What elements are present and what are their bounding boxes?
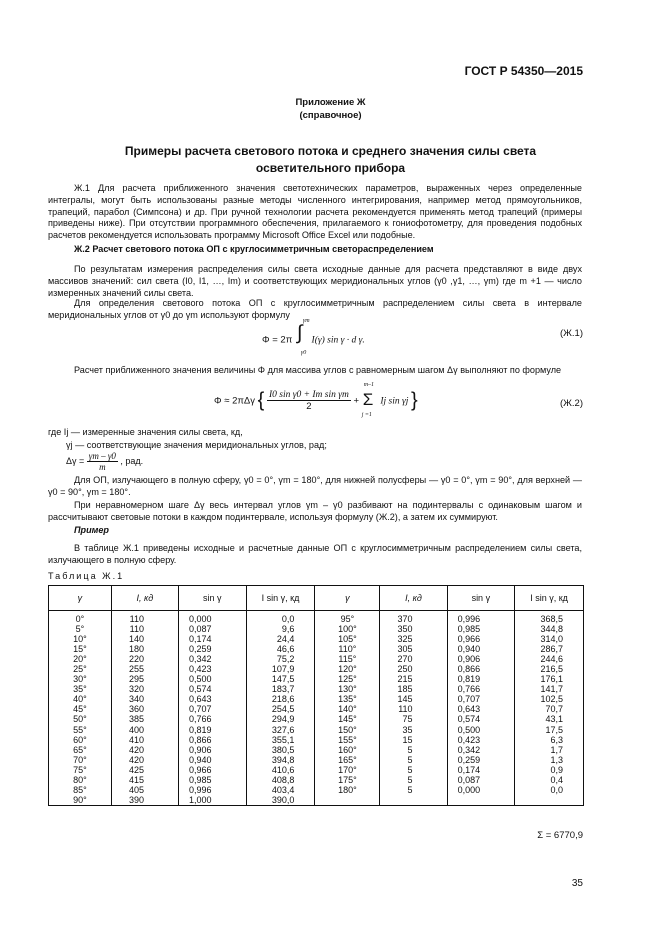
table-cell: 0,866 [179, 735, 247, 745]
table-row [49, 745, 584, 755]
table-cell: 105° [315, 634, 380, 644]
table-cell: 0,174 [447, 765, 515, 775]
table-row [49, 714, 584, 724]
table-cell: 0,985 [447, 624, 515, 634]
table-cell: 65° [49, 745, 112, 755]
table-cell: 5 [380, 765, 447, 775]
paragraph-6: При неравномерном шаге Δγ весь интервал углов γm – γ0 разбивают на подинтервалы с одинаковым шагом и рассчитывают световые потоки в каждом подинтервале, используя формулу (Ж.2), а затем их суммируют. [48, 500, 582, 522]
integral-sign: ∫ γm γ0 [296, 318, 310, 356]
table-cell: 394,8 [246, 755, 315, 765]
table-cell: 135° [315, 694, 380, 704]
table-cell [315, 795, 380, 806]
data-table [48, 585, 584, 806]
table-cell: 0,500 [179, 674, 247, 684]
table-cell: 254,5 [246, 704, 315, 714]
table-sum: Σ = 6770,9 [537, 830, 583, 841]
table-cell: 75 [380, 714, 447, 724]
table-cell: 385 [111, 714, 178, 724]
table-cell: 46,6 [246, 644, 315, 654]
table-cell: 320 [111, 684, 178, 694]
table-cell: 355,1 [246, 735, 315, 745]
table-cell: 20° [49, 654, 112, 664]
table-cell: 75° [49, 765, 112, 775]
table-cell: 24,4 [246, 634, 315, 644]
table-cell: 70° [49, 755, 112, 765]
table-cell: 165° [315, 755, 380, 765]
table-cell: 370 [380, 611, 447, 625]
table-cell: 420 [111, 745, 178, 755]
table-cell: 185 [380, 684, 447, 694]
paragraph-5: Для ОП, излучающего в полную сферу, γ0 = 0°, γm = 180°, для нижней полусферы — γ0 = 0°, γm = 90°, для верхней — γ0 = 90°, γm = 180°. [48, 475, 582, 497]
table-cell: 360 [111, 704, 178, 714]
equation-2-number: (Ж.2) [559, 398, 583, 409]
table-cell: 0,996 [179, 785, 247, 795]
table-cell: 140 [111, 634, 178, 644]
table-row [49, 674, 584, 684]
table-cell: 390 [111, 795, 178, 806]
table-cell: 15 [380, 735, 447, 745]
table-row [49, 694, 584, 704]
table-cell: 55° [49, 725, 112, 735]
table-cell: 0,087 [447, 775, 515, 785]
table-cell [447, 795, 515, 806]
table-cell: 176,1 [515, 674, 584, 684]
table-cell: 325 [380, 634, 447, 644]
table-cell: 0,423 [447, 735, 515, 745]
table-cell [515, 795, 584, 806]
table-cell: 6,3 [515, 735, 584, 745]
col-header: I, кд [111, 586, 178, 611]
table-row [49, 611, 584, 625]
table-caption: Таблица Ж.1 [48, 571, 125, 581]
table-cell: 350 [380, 624, 447, 634]
table-cell: 45° [49, 704, 112, 714]
table-cell: 5 [380, 745, 447, 755]
table-cell: 410,6 [246, 765, 315, 775]
table-row [49, 634, 584, 644]
table-cell: 107,9 [246, 664, 315, 674]
table-cell: 43,1 [515, 714, 584, 724]
table-cell: 180 [111, 644, 178, 654]
paragraph-3: Для определения светового потока ОП с круглосимметричным распределением силы света в интервале меридиональных углов от γ0 до γm используют формулу [48, 298, 582, 320]
table-cell: 25° [49, 664, 112, 674]
equation-2: Φ ≈ 2πΔγ { $\frac{\text{I0 sin γ0 + Im sin γm}}{2}$ + Σ m–1 j =1 Ij sin γj } [214, 382, 418, 418]
table-cell: 270 [380, 654, 447, 664]
table-cell: 340 [111, 694, 178, 704]
table-cell: 0,0 [515, 785, 584, 795]
table-cell: 0,985 [179, 775, 247, 785]
table-cell: 17,5 [515, 725, 584, 735]
table-cell: 130° [315, 684, 380, 694]
table-cell: 140° [315, 704, 380, 714]
table-cell: 0,259 [179, 644, 247, 654]
table-cell: 141,7 [515, 684, 584, 694]
col-header: I, кд [380, 586, 447, 611]
table-row [49, 654, 584, 664]
table-cell: 5 [380, 785, 447, 795]
table-row [49, 795, 584, 806]
table-cell: 0,423 [179, 664, 247, 674]
table-cell: 155° [315, 735, 380, 745]
table-cell: 5° [49, 624, 112, 634]
table-cell: 215 [380, 674, 447, 684]
table-cell: 0,0 [246, 611, 315, 625]
table-cell: 1,7 [515, 745, 584, 755]
col-header: I sin γ, кд [246, 586, 315, 611]
where-line-2: γj — соответствующие значения меридиональных углов, рад; [66, 440, 327, 450]
table-cell: 85° [49, 785, 112, 795]
table-cell: 115° [315, 654, 380, 664]
table-cell: 75,2 [246, 654, 315, 664]
table-row [49, 765, 584, 775]
main-title-line2: осветительного прибора [255, 161, 406, 175]
table-cell: 327,6 [246, 725, 315, 735]
table-cell: 110° [315, 644, 380, 654]
col-header: sin γ [179, 586, 247, 611]
table-cell: 9,6 [246, 624, 315, 634]
table-cell: 15° [49, 644, 112, 654]
table-cell: 368,5 [515, 611, 584, 625]
section-2-heading: Ж.2 Расчет светового потока ОП с круглосимметричным светораспределением [74, 244, 434, 254]
where-line-3: Δγ = $\frac{\gamma m - \gamma 0}{m}$ , рад. [66, 451, 144, 472]
table-cell: 294,9 [246, 714, 315, 724]
table-cell: 30° [49, 674, 112, 684]
table-cell: 405 [111, 785, 178, 795]
table-cell: 0,174 [179, 634, 247, 644]
table-cell: 0,259 [447, 755, 515, 765]
table-cell: 102,5 [515, 694, 584, 704]
table-cell: 403,4 [246, 785, 315, 795]
table-cell: 60° [49, 735, 112, 745]
table-cell: 255 [111, 664, 178, 674]
table-header-row [49, 586, 584, 611]
table-cell: 50° [49, 714, 112, 724]
table-cell: 410 [111, 735, 178, 745]
table-cell: 1,3 [515, 755, 584, 765]
table-cell: 100° [315, 624, 380, 634]
table-cell: 0,643 [179, 694, 247, 704]
table-cell: 216,5 [515, 664, 584, 674]
table-cell: 0,000 [447, 785, 515, 795]
table-cell: 415 [111, 775, 178, 785]
table-row [49, 785, 584, 795]
table-cell: 286,7 [515, 644, 584, 654]
table-row [49, 735, 584, 745]
table-cell: 90° [49, 795, 112, 806]
table-row [49, 725, 584, 735]
table-cell: 160° [315, 745, 380, 755]
table-cell: 110 [111, 611, 178, 625]
table-cell: 314,0 [515, 634, 584, 644]
eq2-fraction: $\frac{\text{I0 sin γ0 + Im sin γm}}{2}$ [268, 390, 349, 412]
table-cell: 0,574 [179, 684, 247, 694]
table-cell: 5 [380, 755, 447, 765]
table-cell: 147,5 [246, 674, 315, 684]
table-cell: 0,906 [447, 654, 515, 664]
table-cell: 305 [380, 644, 447, 654]
table-cell: 0,966 [447, 634, 515, 644]
table-cell: 80° [49, 775, 112, 785]
table-cell: 0,087 [179, 624, 247, 634]
table-cell: 145 [380, 694, 447, 704]
col-header: sin γ [447, 586, 515, 611]
table-cell: 0,940 [179, 755, 247, 765]
table-cell: 40° [49, 694, 112, 704]
equation-1-number: (Ж.1) [559, 328, 583, 339]
example-label: Пример [74, 525, 109, 535]
col-header: γ [315, 586, 380, 611]
table-cell: 110 [380, 704, 447, 714]
table-cell: 0,707 [447, 694, 515, 704]
table-cell: 0,342 [179, 654, 247, 664]
annex-title: Приложение Ж [295, 97, 366, 108]
table-cell: 408,8 [246, 775, 315, 785]
table-cell: 70,7 [515, 704, 584, 714]
table-cell: 218,6 [246, 694, 315, 704]
paragraph-4: Расчет приближенного значения величины Φ для массива углов с равномерным шагом Δγ выполняют по формуле [74, 365, 562, 375]
table-cell: 145° [315, 714, 380, 724]
table-cell: 170° [315, 765, 380, 775]
table-cell: 0,500 [447, 725, 515, 735]
table-cell: 0,000 [179, 611, 247, 625]
paragraph-7: В таблице Ж.1 приведены исходные и расчетные данные ОП с круглосимметричным распределением силы света, излучающего в полную сферу. [48, 543, 582, 565]
table-cell: 0,766 [447, 684, 515, 694]
table-cell: 344,8 [515, 624, 584, 634]
table-cell: 35 [380, 725, 447, 735]
paragraph-2: По результатам измерения распределения силы света исходные данные для расчета представляют в виде двух массивов значений: сил света (I0, I1, …, Im) и соответствующих меридиональных углов (γ0 ,γ1, …, γm) где m +1 — число измеренных значений силы света. [48, 264, 582, 298]
sum-sign: Σ m–1 j =1 [361, 382, 375, 418]
main-title-line1: Примеры расчета светового потока и среднего значения силы света [124, 144, 537, 158]
table-cell: 0,643 [447, 704, 515, 714]
col-header: γ [49, 586, 112, 611]
table-cell: 244,6 [515, 654, 584, 664]
table-cell: 0,766 [179, 714, 247, 724]
table-cell: 0,4 [515, 775, 584, 785]
table-row [49, 684, 584, 694]
table-cell: 220 [111, 654, 178, 664]
col-header: I sin γ, кд [515, 586, 584, 611]
where-line-1: где Ij — измеренные значения силы света, кд, [48, 427, 243, 437]
table-cell: 110 [111, 624, 178, 634]
table-cell: 0,906 [179, 745, 247, 755]
table-cell: 35° [49, 684, 112, 694]
table-cell: 175° [315, 775, 380, 785]
table-cell: 420 [111, 755, 178, 765]
standard-header: ГОСТ Р 54350—2015 [464, 64, 583, 78]
table-cell: 120° [315, 664, 380, 674]
eq1-body: I(γ) sin γ · d γ. [311, 335, 365, 346]
table-cell: 125° [315, 674, 380, 684]
table-cell: 390,0 [246, 795, 315, 806]
table-row [49, 775, 584, 785]
table-cell: 1,000 [179, 795, 247, 806]
table-row [49, 624, 584, 634]
table-cell: 0,342 [447, 745, 515, 755]
table-cell: 0,966 [179, 765, 247, 775]
table-cell: 150° [315, 725, 380, 735]
table-cell: 5 [380, 775, 447, 785]
table-row [49, 664, 584, 674]
table-cell: 0,819 [447, 674, 515, 684]
table-cell: 0,9 [515, 765, 584, 775]
table-cell [380, 795, 447, 806]
table-row [49, 644, 584, 654]
annex-status: (справочное) [299, 110, 362, 121]
equation-1 [262, 318, 365, 356]
table-cell: 0,819 [179, 725, 247, 735]
table-cell: 0,940 [447, 644, 515, 654]
table-cell: 400 [111, 725, 178, 735]
table-row [49, 704, 584, 714]
paragraph-1: Ж.1 Для расчета приближенного значения светотехнических параметров, выраженных через определенные интегралы, могут быть использованы разные методы численного интегрирования, например метод прямоугольников, трапеций, парабол (Симпсона) и др. При ручной технологии расчета рекомендуется применять метод трапеций (примеры приведены ниже). При отсутствии программного обеспечения, прилагаемого к гониофотометру, для проведения подобных расчетов рекомендуется использовать программу Microsoft Office Excel или подобные. [48, 183, 582, 241]
table-cell: 0,574 [447, 714, 515, 724]
table-cell: 0,996 [447, 611, 515, 625]
table-cell: 250 [380, 664, 447, 674]
table-cell: 10° [49, 634, 112, 644]
eq2-lhs: Φ ≈ 2πΔγ [214, 395, 256, 407]
table-cell: 0,707 [179, 704, 247, 714]
table-cell: 295 [111, 674, 178, 684]
table-cell: 380,5 [246, 745, 315, 755]
table-cell: 425 [111, 765, 178, 775]
table-row [49, 755, 584, 765]
table-cell: 95° [315, 611, 380, 625]
table-cell: 183,7 [246, 684, 315, 694]
table-cell: 0° [49, 611, 112, 625]
page-number: 35 [571, 878, 583, 889]
eq1-lhs: Φ = 2π [262, 334, 293, 346]
table-cell: 0,866 [447, 664, 515, 674]
table-cell: 180° [315, 785, 380, 795]
